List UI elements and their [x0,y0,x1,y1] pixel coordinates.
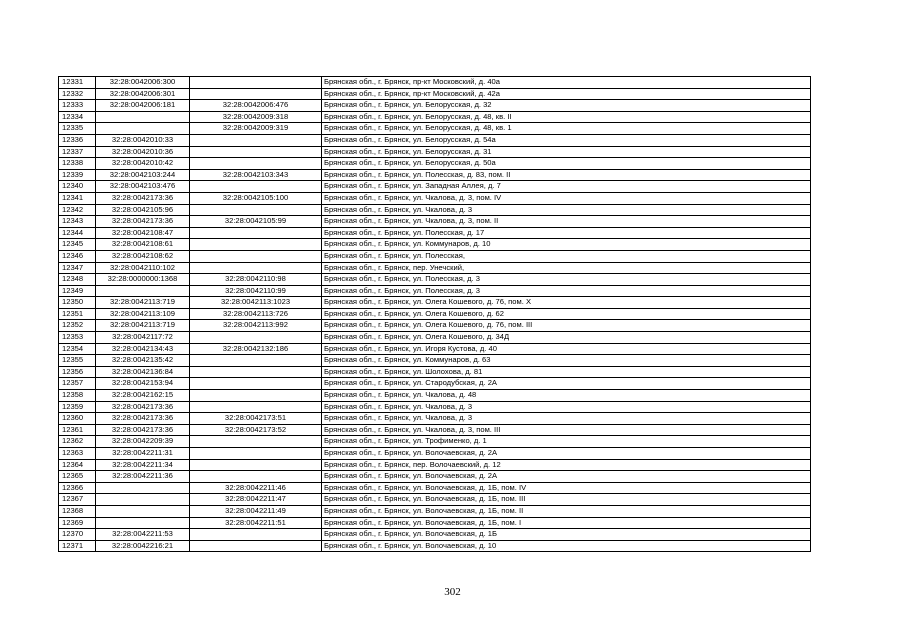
address-cell: Брянская обл., г. Брянск, ул. Волочаевская, д. 1Б [322,529,811,541]
address-cell: Брянская обл., г. Брянск, ул. Волочаевская, д. 1Б, пом. IV [322,482,811,494]
table-row [59,77,811,89]
parent-cadastral-number-cell: 32:28:0042103:343 [190,169,322,181]
row-number-cell: 12362 [59,436,96,448]
address-cell: Брянская обл., г. Брянск, ул. Олега Кошевого, д. 76, пом. III [322,320,811,332]
row-number-cell: 12345 [59,239,96,251]
parent-cadastral-number-cell [190,448,322,460]
cadastral-number-cell: 32:28:0042006:301 [96,88,190,100]
parent-cadastral-number-cell: 32:28:0042006:476 [190,100,322,112]
parent-cadastral-number-cell [190,181,322,193]
row-number-cell: 12360 [59,413,96,425]
row-number-cell: 12346 [59,250,96,262]
cadastral-number-cell: 32:28:0042010:33 [96,134,190,146]
row-number-cell: 12338 [59,158,96,170]
address-cell: Брянская обл., г. Брянск, ул. Белорусская, д. 54а [322,134,811,146]
address-cell: Брянская обл., г. Брянск, ул. Коммунаров, д. 63 [322,355,811,367]
table-body [59,77,811,552]
parent-cadastral-number-cell [190,239,322,251]
table-row [59,169,811,181]
parent-cadastral-number-cell [190,540,322,552]
parent-cadastral-number-cell: 32:28:0042009:319 [190,123,322,135]
parent-cadastral-number-cell: 32:28:0042009:318 [190,111,322,123]
row-number-cell: 12358 [59,390,96,402]
cadastral-number-cell: 32:28:0042108:61 [96,239,190,251]
row-number-cell: 12337 [59,146,96,158]
table-row [59,505,811,517]
address-cell: Брянская обл., г. Брянск, ул. Чкалова, д. 3 [322,204,811,216]
table-row [59,320,811,332]
cadastral-number-cell: 32:28:0042173:36 [96,192,190,204]
table-row [59,494,811,506]
cadastral-number-cell [96,505,190,517]
address-cell: Брянская обл., г. Брянск, ул. Белорусская, д. 48, кв. 1 [322,123,811,135]
address-cell: Брянская обл., г. Брянск, ул. Волочаевская, д. 10 [322,540,811,552]
cadastral-number-cell [96,517,190,529]
address-cell: Брянская обл., г. Брянск, ул. Белорусская, д. 31 [322,146,811,158]
row-number-cell: 12357 [59,378,96,390]
parent-cadastral-number-cell [190,436,322,448]
address-cell: Брянская обл., г. Брянск, ул. Полесская, д. 3 [322,274,811,286]
address-cell: Брянская обл., г. Брянск, ул. Чкалова, д. 3 [322,413,811,425]
row-number-cell: 12361 [59,424,96,436]
table-row [59,471,811,483]
cadastral-number-cell [96,494,190,506]
table-row [59,540,811,552]
cadastral-number-cell: 32:28:0042134:43 [96,343,190,355]
table-row [59,227,811,239]
table-row [59,134,811,146]
address-cell: Брянская обл., г. Брянск, ул. Волочаевская, д. 1Б, пом. I [322,517,811,529]
table-row [59,424,811,436]
cadastral-number-cell: 32:28:0042113:109 [96,308,190,320]
parent-cadastral-number-cell [190,77,322,89]
address-cell: Брянская обл., г. Брянск, ул. Западная Аллея, д. 7 [322,181,811,193]
cadastral-number-cell: 32:28:0042117:72 [96,332,190,344]
row-number-cell: 12340 [59,181,96,193]
address-cell: Брянская обл., г. Брянск, ул. Волочаевская, д. 1Б, пом. III [322,494,811,506]
parent-cadastral-number-cell: 32:28:0042113:1023 [190,297,322,309]
address-cell: Брянская обл., г. Брянск, ул. Волочаевская, д. 2А [322,448,811,460]
row-number-cell: 12359 [59,401,96,413]
address-cell: Брянская обл., г. Брянск, ул. Полесская, [322,250,811,262]
address-cell: Брянская обл., г. Брянск, ул. Шолохова, д. 81 [322,366,811,378]
cadastral-number-cell: 32:28:0042108:47 [96,227,190,239]
row-number-cell: 12363 [59,448,96,460]
table-row [59,285,811,297]
table-row [59,239,811,251]
parent-cadastral-number-cell: 32:28:0042110:98 [190,274,322,286]
address-cell: Брянская обл., г. Брянск, ул. Олега Кошевого, д. 76, пом. X [322,297,811,309]
row-number-cell: 12336 [59,134,96,146]
row-number-cell: 12366 [59,482,96,494]
table-row [59,401,811,413]
cadastral-number-cell: 32:28:0042103:244 [96,169,190,181]
table-row [59,448,811,460]
page-number: 302 [444,586,461,598]
row-number-cell: 12349 [59,285,96,297]
address-cell: Брянская обл., г. Брянск, ул. Белорусская, д. 50а [322,158,811,170]
cadastral-number-cell [96,482,190,494]
row-number-cell: 12356 [59,366,96,378]
cadastral-number-cell: 32:28:0042211:31 [96,448,190,460]
cadastral-number-cell: 32:28:0042010:42 [96,158,190,170]
parent-cadastral-number-cell [190,134,322,146]
address-cell: Брянская обл., г. Брянск, ул. Волочаевская, д. 1Б, пом. II [322,505,811,517]
parent-cadastral-number-cell [190,471,322,483]
row-number-cell: 12365 [59,471,96,483]
address-cell: Брянская обл., г. Брянск, ул. Коммунаров, д. 10 [322,239,811,251]
cadastral-number-cell: 32:28:0042135:42 [96,355,190,367]
table-row [59,459,811,471]
parent-cadastral-number-cell: 32:28:0042105:100 [190,192,322,204]
parent-cadastral-number-cell [190,390,322,402]
parent-cadastral-number-cell [190,401,322,413]
row-number-cell: 12331 [59,77,96,89]
row-number-cell: 12370 [59,529,96,541]
cadastral-number-cell: 32:28:0042113:719 [96,297,190,309]
table-row [59,123,811,135]
table-row [59,250,811,262]
table-row [59,390,811,402]
table-row [59,216,811,228]
parent-cadastral-number-cell: 32:28:0042211:47 [190,494,322,506]
row-number-cell: 12335 [59,123,96,135]
address-cell: Брянская обл., г. Брянск, ул. Чкалова, д. 3, пом. II [322,216,811,228]
address-cell: Брянская обл., г. Брянск, пер. Унечский, [322,262,811,274]
table-row [59,181,811,193]
cadastral-number-cell: 32:28:0042209:39 [96,436,190,448]
address-cell: Брянская обл., г. Брянск, ул. Полесская, д. 83, пом. II [322,169,811,181]
row-number-cell: 12343 [59,216,96,228]
table-row [59,308,811,320]
row-number-cell: 12355 [59,355,96,367]
address-cell: Брянская обл., г. Брянск, ул. Чкалова, д. 3, пом. III [322,424,811,436]
row-number-cell: 12332 [59,88,96,100]
table-row [59,343,811,355]
row-number-cell: 12347 [59,262,96,274]
parent-cadastral-number-cell [190,158,322,170]
row-number-cell: 12339 [59,169,96,181]
table-row [59,204,811,216]
parent-cadastral-number-cell: 32:28:0042110:99 [190,285,322,297]
address-cell: Брянская обл., г. Брянск, ул. Олега Кошевого, д. 34Д [322,332,811,344]
address-cell: Брянская обл., г. Брянск, ул. Белорусская, д. 32 [322,100,811,112]
parent-cadastral-number-cell: 32:28:0042211:49 [190,505,322,517]
address-cell: Брянская обл., г. Брянск, ул. Чкалова, д. 3, пом. IV [322,192,811,204]
row-number-cell: 12344 [59,227,96,239]
row-number-cell: 12364 [59,459,96,471]
table-row [59,366,811,378]
parent-cadastral-number-cell: 32:28:0042211:51 [190,517,322,529]
cadastral-number-cell: 32:28:0042105:96 [96,204,190,216]
property-table [58,76,811,552]
table-row [59,355,811,367]
address-cell: Брянская обл., г. Брянск, ул. Игоря Кустова, д. 40 [322,343,811,355]
address-cell: Брянская обл., г. Брянск, ул. Чкалова, д. 3 [322,401,811,413]
row-number-cell: 12350 [59,297,96,309]
address-cell: Брянская обл., г. Брянск, пр-кт Московский, д. 42а [322,88,811,100]
row-number-cell: 12333 [59,100,96,112]
row-number-cell: 12371 [59,540,96,552]
row-number-cell: 12367 [59,494,96,506]
cadastral-number-cell: 32:28:0042006:181 [96,100,190,112]
address-cell: Брянская обл., г. Брянск, ул. Полесская, д. 3 [322,285,811,297]
parent-cadastral-number-cell: 32:28:0042173:52 [190,424,322,436]
parent-cadastral-number-cell [190,146,322,158]
row-number-cell: 12352 [59,320,96,332]
cadastral-number-cell: 32:28:0042173:36 [96,216,190,228]
cadastral-number-cell: 32:28:0042006:300 [96,77,190,89]
row-number-cell: 12353 [59,332,96,344]
cadastral-number-cell [96,285,190,297]
parent-cadastral-number-cell [190,355,322,367]
parent-cadastral-number-cell: 32:28:0042113:726 [190,308,322,320]
cadastral-number-cell: 32:28:0000000:1368 [96,274,190,286]
row-number-cell: 12351 [59,308,96,320]
table-row [59,378,811,390]
cadastral-number-cell: 32:28:0042103:476 [96,181,190,193]
table-row [59,274,811,286]
row-number-cell: 12348 [59,274,96,286]
table-row [59,517,811,529]
address-cell: Брянская обл., г. Брянск, пр-кт Московский, д. 40а [322,77,811,89]
table-row [59,297,811,309]
parent-cadastral-number-cell [190,332,322,344]
row-number-cell: 12341 [59,192,96,204]
cadastral-number-cell: 32:28:0042010:36 [96,146,190,158]
parent-cadastral-number-cell: 32:28:0042113:992 [190,320,322,332]
parent-cadastral-number-cell [190,529,322,541]
table-row [59,529,811,541]
table-row [59,436,811,448]
parent-cadastral-number-cell [190,204,322,216]
cadastral-number-cell: 32:28:0042173:36 [96,413,190,425]
address-cell: Брянская обл., г. Брянск, ул. Чкалова, д. 48 [322,390,811,402]
cadastral-number-cell: 32:28:0042162:15 [96,390,190,402]
cadastral-number-cell [96,111,190,123]
cadastral-number-cell: 32:28:0042211:36 [96,471,190,483]
cadastral-number-cell: 32:28:0042211:34 [96,459,190,471]
row-number-cell: 12369 [59,517,96,529]
cadastral-number-cell: 32:28:0042216:21 [96,540,190,552]
parent-cadastral-number-cell [190,366,322,378]
cadastral-number-cell: 32:28:0042113:719 [96,320,190,332]
row-number-cell: 12342 [59,204,96,216]
parent-cadastral-number-cell: 32:28:0042132:186 [190,343,322,355]
parent-cadastral-number-cell [190,250,322,262]
cadastral-number-cell: 32:28:0042211:53 [96,529,190,541]
parent-cadastral-number-cell [190,262,322,274]
cadastral-number-cell: 32:28:0042173:36 [96,401,190,413]
address-cell: Брянская обл., г. Брянск, ул. Полесская, д. 17 [322,227,811,239]
address-cell: Брянская обл., г. Брянск, пер. Волочаевский, д. 12 [322,459,811,471]
table-row [59,100,811,112]
parent-cadastral-number-cell: 32:28:0042105:99 [190,216,322,228]
parent-cadastral-number-cell [190,88,322,100]
table-row [59,482,811,494]
cadastral-number-cell: 32:28:0042108:62 [96,250,190,262]
table-row [59,192,811,204]
table-row [59,262,811,274]
address-cell: Брянская обл., г. Брянск, ул. Олега Кошевого, д. 62 [322,308,811,320]
cadastral-number-cell: 32:28:0042136:84 [96,366,190,378]
table-row [59,88,811,100]
cadastral-number-cell: 32:28:0042110:102 [96,262,190,274]
table-row [59,111,811,123]
parent-cadastral-number-cell: 32:28:0042211:46 [190,482,322,494]
row-number-cell: 12334 [59,111,96,123]
cadastral-number-cell: 32:28:0042153:94 [96,378,190,390]
parent-cadastral-number-cell: 32:28:0042173:51 [190,413,322,425]
address-cell: Брянская обл., г. Брянск, ул. Стародубская, д. 2А [322,378,811,390]
table-row [59,146,811,158]
parent-cadastral-number-cell [190,378,322,390]
address-cell: Брянская обл., г. Брянск, ул. Трофименко, д. 1 [322,436,811,448]
cadastral-number-cell: 32:28:0042173:36 [96,424,190,436]
parent-cadastral-number-cell [190,459,322,471]
table-row [59,332,811,344]
table-row [59,413,811,425]
cadastral-number-cell [96,123,190,135]
address-cell: Брянская обл., г. Брянск, ул. Белорусская, д. 48, кв. II [322,111,811,123]
address-cell: Брянская обл., г. Брянск, ул. Волочаевская, д. 2А [322,471,811,483]
row-number-cell: 12368 [59,505,96,517]
table-row [59,158,811,170]
parent-cadastral-number-cell [190,227,322,239]
row-number-cell: 12354 [59,343,96,355]
